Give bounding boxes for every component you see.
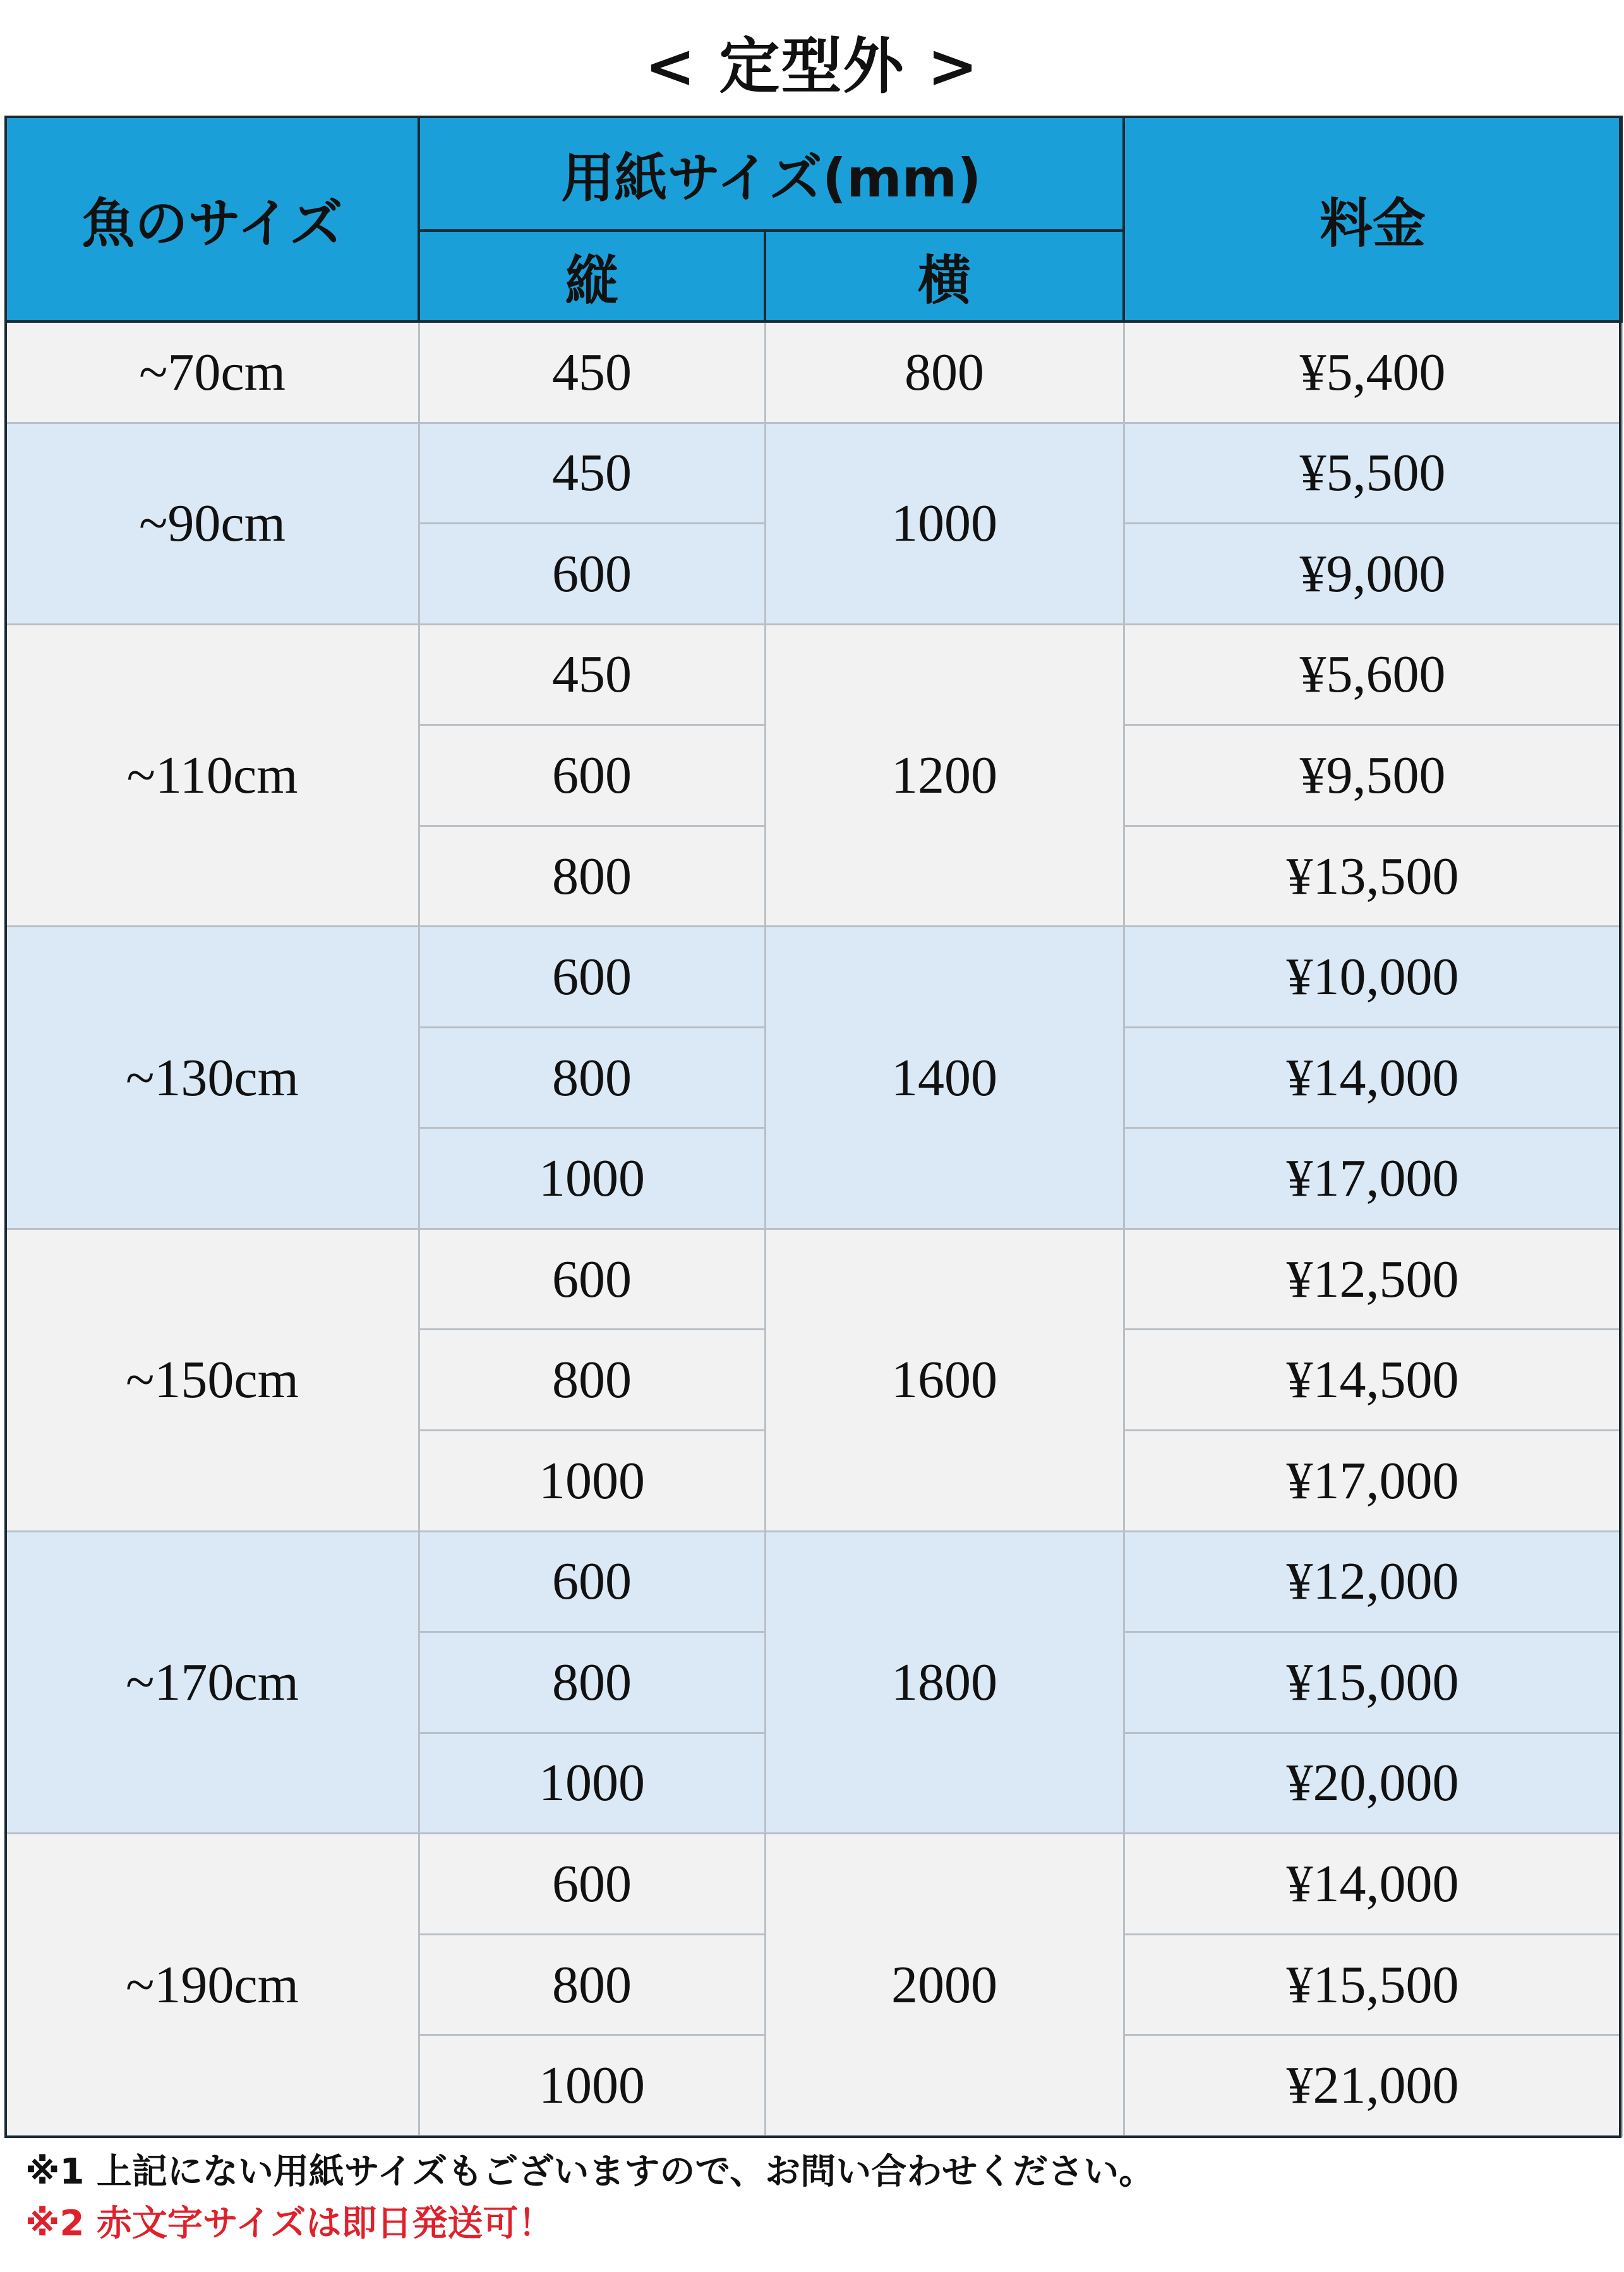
table-row [6, 927, 1621, 1028]
cell-fish-size: ~190cm [6, 1834, 419, 2136]
cell-fish-size: ~130cm [6, 927, 419, 1229]
cell-vertical: 800 [419, 1934, 765, 2035]
cell-vertical: 450 [419, 624, 765, 725]
cell-vertical: 800 [419, 1027, 765, 1128]
cell-vertical: 600 [419, 1531, 765, 1632]
header-vertical: 縦 [419, 231, 765, 322]
cell-vertical: 600 [419, 1834, 765, 1935]
cell-vertical: 800 [419, 1330, 765, 1431]
cell-vertical: 1000 [419, 1128, 765, 1229]
cell-vertical: 450 [419, 423, 765, 524]
cell-horizontal: 1200 [765, 624, 1124, 927]
cell-fish-size: ~90cm [6, 423, 419, 624]
price-table-container [4, 116, 1620, 2137]
cell-price: ¥15,000 [1124, 1632, 1621, 1733]
cell-price: ¥14,000 [1124, 1027, 1621, 1128]
cell-vertical: 1000 [419, 1431, 765, 1532]
cell-horizontal: 1400 [765, 927, 1124, 1229]
page-title: < 定型外 > [644, 30, 980, 102]
notes [25, 2146, 1604, 2250]
table-row [6, 423, 1621, 524]
price-table [4, 116, 1623, 2137]
header-fish-size: 魚のサイズ [6, 117, 419, 322]
header-paper-size: 用紙サイズ(mm) [419, 117, 1124, 231]
table-row [6, 322, 1621, 423]
cell-price: ¥5,500 [1124, 423, 1621, 524]
cell-horizontal: 800 [765, 322, 1124, 423]
cell-vertical: 600 [419, 725, 765, 826]
note-2: ※2 赤文字サイズは即日発送可！ [25, 2203, 554, 2244]
cell-horizontal: 1000 [765, 423, 1124, 624]
cell-fish-size: ~110cm [6, 624, 419, 927]
cell-price: ¥10,000 [1124, 927, 1621, 1028]
cell-price: ¥5,600 [1124, 624, 1621, 725]
cell-fish-size: ~70cm [6, 322, 419, 423]
cell-price: ¥13,500 [1124, 826, 1621, 927]
cell-price: ¥21,000 [1124, 2035, 1621, 2136]
cell-price: ¥12,500 [1124, 1229, 1621, 1330]
table-row [6, 1229, 1621, 1330]
table-row [6, 624, 1621, 725]
cell-vertical: 600 [419, 1229, 765, 1330]
cell-vertical: 600 [419, 927, 765, 1028]
cell-vertical: 800 [419, 826, 765, 927]
header-horizontal: 横 [765, 231, 1124, 322]
cell-price: ¥5,400 [1124, 322, 1621, 423]
cell-vertical: 1000 [419, 1733, 765, 1834]
cell-horizontal: 1600 [765, 1229, 1124, 1531]
cell-price: ¥17,000 [1124, 1128, 1621, 1229]
cell-vertical: 800 [419, 1632, 765, 1733]
cell-vertical: 450 [419, 322, 765, 423]
cell-fish-size: ~150cm [6, 1229, 419, 1531]
cell-price: ¥14,500 [1124, 1330, 1621, 1431]
cell-vertical: 600 [419, 524, 765, 625]
cell-horizontal: 1800 [765, 1531, 1124, 1834]
cell-price: ¥14,000 [1124, 1834, 1621, 1935]
table-header [6, 117, 1621, 322]
cell-price: ¥9,500 [1124, 725, 1621, 826]
table-row [6, 1531, 1621, 1632]
cell-price: ¥15,500 [1124, 1934, 1621, 2035]
cell-price: ¥17,000 [1124, 1431, 1621, 1532]
table-body [6, 322, 1621, 2136]
cell-price: ¥12,000 [1124, 1531, 1621, 1632]
cell-vertical: 1000 [419, 2035, 765, 2136]
cell-price: ¥20,000 [1124, 1733, 1621, 1834]
cell-horizontal: 2000 [765, 1834, 1124, 2136]
cell-price: ¥9,000 [1124, 524, 1621, 625]
table-row [6, 1834, 1621, 1935]
header-price: 料金 [1124, 117, 1621, 322]
note-1: ※1 上記にない用紙サイズもございますので、お問い合わせください。 [25, 2151, 1155, 2192]
cell-fish-size: ~170cm [6, 1531, 419, 1834]
